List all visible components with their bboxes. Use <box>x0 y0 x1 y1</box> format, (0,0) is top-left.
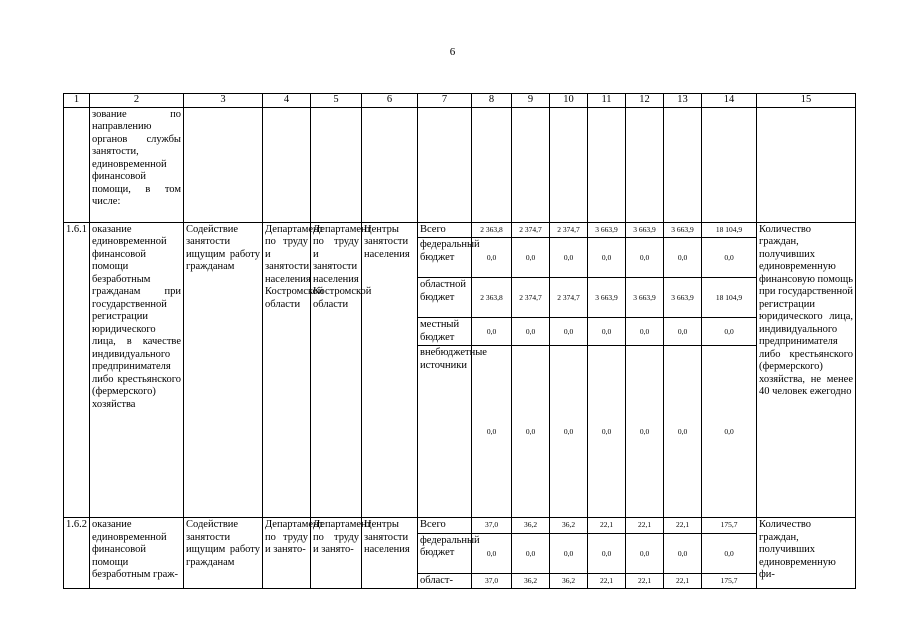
amount-cell: 3 663,9 <box>626 222 664 238</box>
amount-cell: 0,0 <box>588 318 626 346</box>
amount-cell: 0,0 <box>550 238 588 278</box>
amount-cell: 22,1 <box>664 573 702 589</box>
amount-cell: 0,0 <box>664 346 702 518</box>
amount-cell: 0,0 <box>702 346 757 518</box>
amount-cell: 0,0 <box>664 318 702 346</box>
column-number: 11 <box>588 94 626 108</box>
amount-cell: 37,0 <box>472 518 512 534</box>
amount-cell: 3 663,9 <box>626 278 664 318</box>
amount-cell: 0,0 <box>472 346 512 518</box>
participants-text: Центры занятости населения <box>362 518 418 589</box>
amount-cell: 0,0 <box>626 238 664 278</box>
activity-text: Содействие занятости ищущим работу гражданам <box>184 518 263 589</box>
executor-text: Департамент по труду и занятости населения Костромской области <box>263 222 311 518</box>
source-label: Всего <box>418 222 472 238</box>
column-number: 7 <box>418 94 472 108</box>
column-number: 9 <box>512 94 550 108</box>
amount-cell: 3 663,9 <box>664 222 702 238</box>
amount-cell: 3 663,9 <box>664 278 702 318</box>
amount-cell: 0,0 <box>472 533 512 573</box>
column-number: 10 <box>550 94 588 108</box>
amount-cell: 18 104,9 <box>702 222 757 238</box>
source-label: федеральный бюджет <box>418 533 472 573</box>
amount-cell: 0,0 <box>472 318 512 346</box>
amount-cell: 37,0 <box>472 573 512 589</box>
column-number: 8 <box>472 94 512 108</box>
column-number: 12 <box>626 94 664 108</box>
amount-cell: 0,0 <box>472 238 512 278</box>
coexecutor-text: Департамент по труду и занятости населения Костромской области <box>311 222 362 518</box>
source-label: Всего <box>418 518 472 534</box>
amount-cell: 2 363,8 <box>472 222 512 238</box>
source-label: федеральный бюджет <box>418 238 472 278</box>
amount-cell: 22,1 <box>626 518 664 534</box>
amount-cell: 0,0 <box>626 533 664 573</box>
amount-cell: 0,0 <box>512 318 550 346</box>
table-row <box>64 518 856 534</box>
indicator-text: Количество граждан, получивших единовременную фи- <box>757 518 856 589</box>
amount-cell: 0,0 <box>588 533 626 573</box>
continuation-text: зование по направлению органов службы занятости, единовременной финансовой помощи, в том числе: <box>90 107 184 222</box>
amount-cell: 0,0 <box>664 238 702 278</box>
column-number: 2 <box>90 94 184 108</box>
amount-cell: 18 104,9 <box>702 278 757 318</box>
column-number: 14 <box>702 94 757 108</box>
source-label: област- <box>418 573 472 589</box>
column-number: 6 <box>362 94 418 108</box>
header-row <box>64 94 856 108</box>
measure-name: оказание единовременной финансовой помощи безработным гражданам при государственной регистрации юридического лица, в качестве индивидуального предпринимателя либо крестьянского (фермерского) хозяйства <box>90 222 184 518</box>
indicator-text: Количество граждан, получивших единовременную финансовую помощь при государственной регистрации юридического лица, индивидуального предпринимателя либо крестьянского (фермерского) хозяйства, не менее 40 человек ежегодно <box>757 222 856 518</box>
column-number: 15 <box>757 94 856 108</box>
amount-cell: 2 374,7 <box>512 222 550 238</box>
amount-cell: 0,0 <box>588 238 626 278</box>
amount-cell: 0,0 <box>588 346 626 518</box>
amount-cell: 0,0 <box>702 318 757 346</box>
amount-cell: 0,0 <box>702 533 757 573</box>
coexecutor-text: Департамент по труду и занято- <box>311 518 362 589</box>
amount-cell: 0,0 <box>550 346 588 518</box>
amount-cell: 3 663,9 <box>588 222 626 238</box>
table-row <box>64 222 856 238</box>
amount-cell: 22,1 <box>664 518 702 534</box>
amount-cell: 0,0 <box>626 318 664 346</box>
amount-cell: 22,1 <box>588 573 626 589</box>
amount-cell: 36,2 <box>512 518 550 534</box>
activity-text: Содействие занятости ищущим работу гражданам <box>184 222 263 518</box>
amount-cell: 36,2 <box>550 518 588 534</box>
amount-cell: 175,7 <box>702 573 757 589</box>
source-label: внебюджетные источники <box>418 346 472 518</box>
row-number: 1.6.2 <box>64 518 90 589</box>
amount-cell: 0,0 <box>512 346 550 518</box>
participants-text: Центры занятости населения <box>362 222 418 518</box>
amount-cell: 2 363,8 <box>472 278 512 318</box>
column-number: 5 <box>311 94 362 108</box>
column-number: 3 <box>184 94 263 108</box>
source-label: местный бюджет <box>418 318 472 346</box>
column-number: 1 <box>64 94 90 108</box>
row-number: 1.6.1 <box>64 222 90 518</box>
amount-cell: 0,0 <box>512 238 550 278</box>
amount-cell: 0,0 <box>664 533 702 573</box>
amount-cell: 0,0 <box>702 238 757 278</box>
amount-cell: 22,1 <box>626 573 664 589</box>
amount-cell: 175,7 <box>702 518 757 534</box>
amount-cell: 0,0 <box>550 318 588 346</box>
column-number: 4 <box>263 94 311 108</box>
source-label: областной бюджет <box>418 278 472 318</box>
continuation-row <box>64 107 856 222</box>
amount-cell: 0,0 <box>512 533 550 573</box>
program-table <box>63 93 856 589</box>
amount-cell: 2 374,7 <box>512 278 550 318</box>
amount-cell: 2 374,7 <box>550 278 588 318</box>
column-number: 13 <box>664 94 702 108</box>
measure-name: оказание единовременной финансовой помощи безработным граж- <box>90 518 184 589</box>
amount-cell: 3 663,9 <box>588 278 626 318</box>
amount-cell: 0,0 <box>626 346 664 518</box>
amount-cell: 36,2 <box>550 573 588 589</box>
amount-cell: 22,1 <box>588 518 626 534</box>
amount-cell: 36,2 <box>512 573 550 589</box>
executor-text: Департамент по труду и занято- <box>263 518 311 589</box>
page-number: 6 <box>449 46 456 58</box>
amount-cell: 2 374,7 <box>550 222 588 238</box>
amount-cell: 0,0 <box>550 533 588 573</box>
